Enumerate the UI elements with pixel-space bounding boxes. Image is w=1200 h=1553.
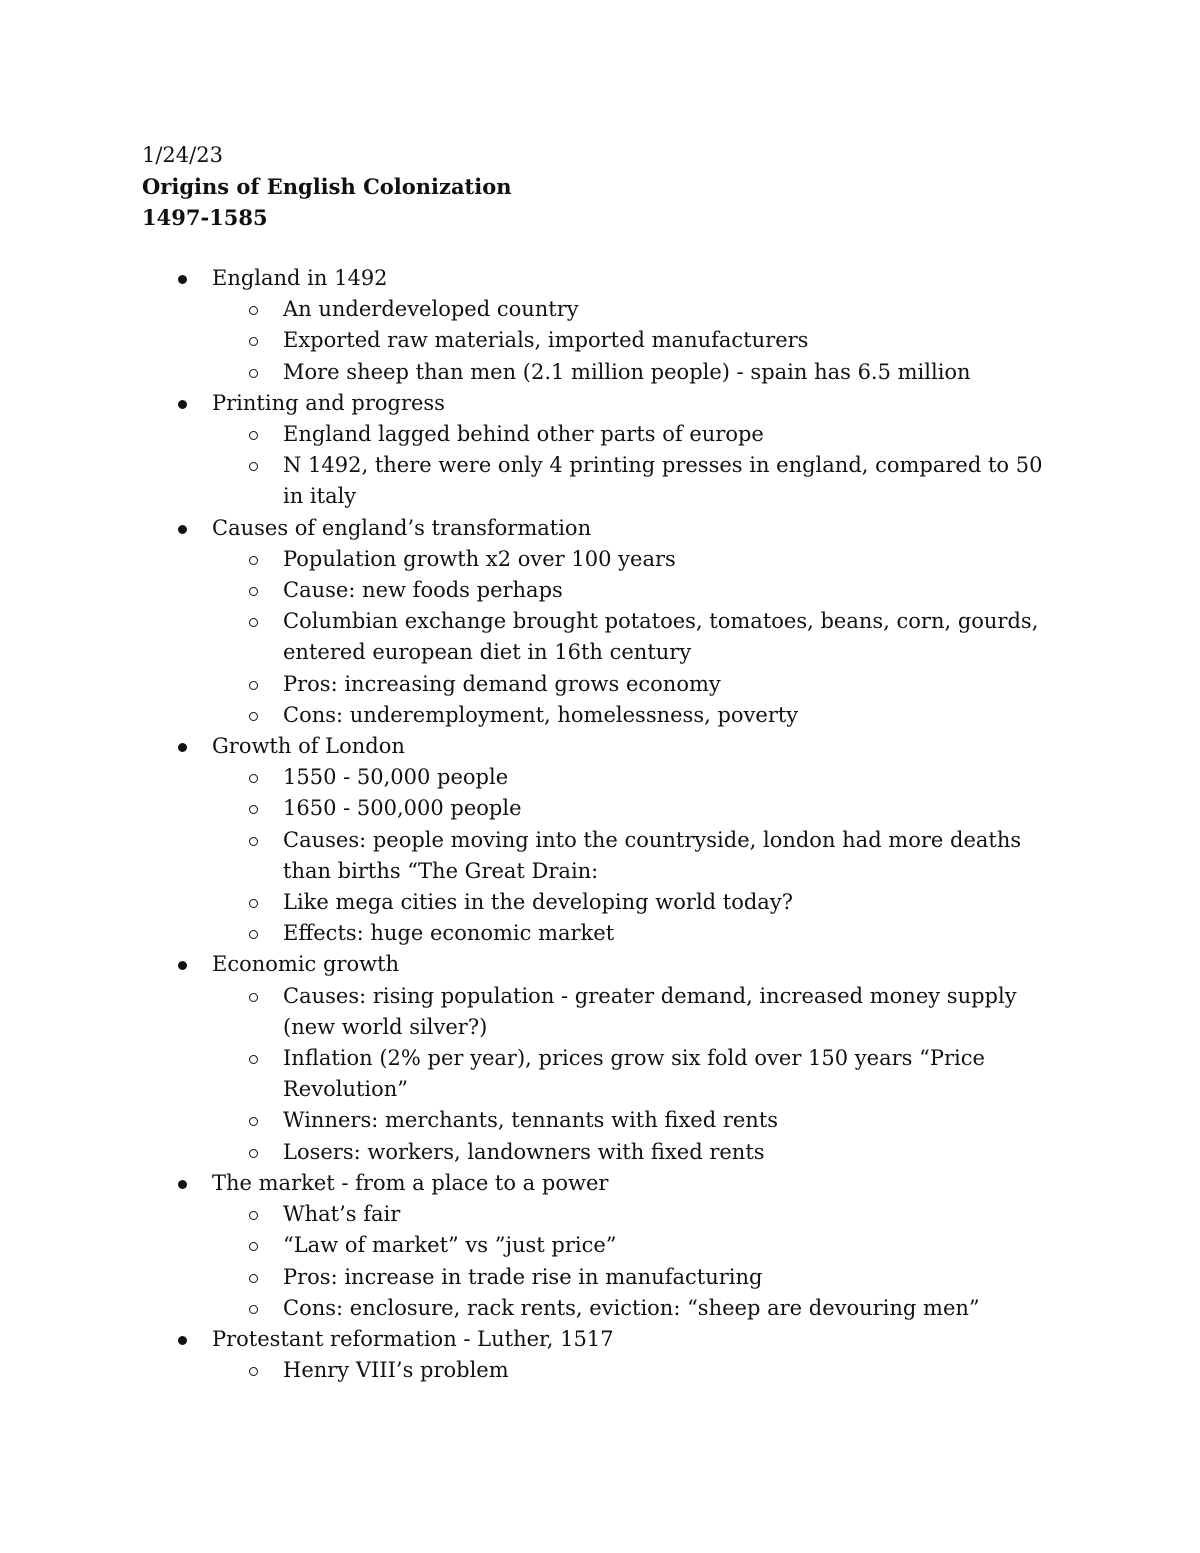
list-item	[0, 388, 1200, 419]
sub-list-item	[0, 762, 1063, 793]
sub-list-item-text: Like mega cities in the developing world today?	[283, 890, 793, 915]
sub-list-item-text: Cons: underemployment, homelessness, poverty	[283, 702, 799, 727]
sub-list-item	[0, 1293, 1063, 1324]
list-item	[0, 263, 1200, 294]
bullet-hollow-icon	[249, 712, 258, 721]
sub-list-item	[0, 325, 1063, 356]
sub-list-item	[0, 1262, 1063, 1293]
bullet-hollow-icon	[249, 618, 258, 627]
sub-list-item	[0, 918, 1063, 949]
sub-list-item-text: N 1492, there were only 4 printing presses in england, compared to 50 in italy	[283, 453, 1043, 509]
sub-list-item-text: Inflation (2% per year), prices grow six fold over 150 years “Price Revolution”	[283, 1046, 985, 1102]
bullet-filled-icon	[178, 961, 187, 970]
sub-list-item	[0, 1355, 1063, 1386]
list-item-heading: England in 1492	[212, 266, 388, 290]
bullet-filled-icon	[178, 1336, 187, 1345]
bullet-hollow-icon	[249, 899, 258, 908]
sub-list-item-text: Pros: increase in trade rise in manufacturing	[283, 1264, 763, 1289]
sub-list-item-text: Exported raw materials, imported manufacturers	[283, 328, 809, 353]
sub-list-item-text: An underdeveloped country	[283, 297, 579, 322]
bullet-filled-icon	[178, 400, 187, 409]
sub-list-item-text: Causes: rising population - greater demand, increased money supply (new world silver?)	[283, 983, 1017, 1039]
sub-list-item	[0, 1230, 1063, 1261]
list-item	[0, 513, 1200, 544]
sub-list-item-text: Columbian exchange brought potatoes, tomatoes, beans, corn, gourds, entered european diet in 16th century	[283, 609, 1039, 665]
bullet-hollow-icon	[249, 1149, 258, 1158]
list-item	[0, 1168, 1200, 1199]
sub-list-item-text: Population growth x2 over 100 years	[283, 546, 676, 571]
bullet-list	[0, 263, 1200, 1386]
bullet-hollow-icon	[249, 587, 258, 596]
bullet-filled-icon	[178, 743, 187, 752]
sub-list-item	[0, 981, 1063, 1043]
note-date: 1/24/23	[142, 143, 223, 167]
sub-list-item-text: Losers: workers, landowners with fixed rents	[283, 1139, 765, 1164]
sub-list-item	[0, 450, 1063, 512]
bullet-filled-icon	[178, 1180, 187, 1189]
sub-list-item-text: “Law of market” vs ”just price”	[283, 1233, 617, 1258]
bullet-hollow-icon	[249, 681, 258, 690]
bullet-hollow-icon	[249, 369, 258, 378]
bullet-hollow-icon	[249, 306, 258, 315]
sub-list-item-text: More sheep than men (2.1 million people) - spain has 6.5 million	[283, 359, 971, 384]
sub-list-item-text: Henry VIII’s problem	[283, 1358, 509, 1383]
sub-list-item	[0, 419, 1063, 450]
list-item-heading: Causes of england’s transformation	[212, 515, 592, 540]
list-item	[0, 1324, 1200, 1355]
list-item-heading: Printing and progress	[212, 390, 445, 415]
page-title: Origins of English Colonization	[142, 174, 512, 199]
sub-list-item	[0, 1199, 1063, 1230]
notes-header	[142, 140, 1042, 233]
sub-list-item-text: England lagged behind other parts of europe	[283, 422, 764, 447]
bullet-hollow-icon	[249, 1274, 258, 1283]
sub-list-item-text: Pros: increasing demand grows economy	[283, 671, 721, 696]
list-item-heading: Protestant reformation - Luther, 1517	[212, 1326, 614, 1351]
sub-list-item	[0, 1043, 1063, 1105]
sub-list-item-text: What’s fair	[283, 1202, 401, 1227]
list-item-heading: Growth of London	[212, 734, 405, 759]
bullet-hollow-icon	[249, 837, 258, 846]
sub-list-item	[0, 544, 1063, 575]
sub-list-item	[0, 294, 1063, 325]
bullet-filled-icon	[178, 275, 187, 284]
sub-list-item	[0, 1105, 1063, 1136]
list-item	[0, 949, 1200, 980]
sub-list-item	[0, 700, 1063, 731]
list-item-heading: The market - from a place to a power	[212, 1170, 609, 1195]
bullet-hollow-icon	[249, 431, 258, 440]
sub-list-item	[0, 669, 1063, 700]
bullet-hollow-icon	[249, 462, 258, 471]
bullet-hollow-icon	[249, 805, 258, 814]
bullet-hollow-icon	[249, 774, 258, 783]
sub-list-item	[0, 357, 1063, 388]
bullet-filled-icon	[178, 525, 187, 534]
sub-list-item	[0, 606, 1063, 668]
sub-list-item	[0, 793, 1063, 824]
bullet-hollow-icon	[249, 1055, 258, 1064]
sub-list-item-text: Effects: huge economic market	[283, 921, 615, 946]
bullet-hollow-icon	[249, 930, 258, 939]
sub-list-item-text: Cons: enclosure, rack rents, eviction: “sheep are devouring men”	[283, 1295, 980, 1320]
bullet-hollow-icon	[249, 1242, 258, 1251]
bullet-hollow-icon	[249, 1367, 258, 1376]
list-item-heading: Economic growth	[212, 952, 400, 977]
bullet-hollow-icon	[249, 993, 258, 1002]
bullet-hollow-icon	[249, 1117, 258, 1126]
sub-list-item	[0, 887, 1063, 918]
year-range: 1497-1585	[142, 205, 268, 230]
sub-list-item-text: Causes: people moving into the countryside, london had more deaths than births “The Great Drain:	[283, 827, 1022, 883]
sub-list-item-text: 1650 - 500,000 people	[283, 796, 522, 821]
sub-list-item	[0, 575, 1063, 606]
sub-list-item-text: 1550 - 50,000 people	[283, 765, 509, 790]
list-item	[0, 731, 1200, 762]
bullet-hollow-icon	[249, 337, 258, 346]
sub-list-item-text: Winners: merchants, tennants with fixed rents	[283, 1108, 779, 1133]
sub-list-item	[0, 825, 1063, 887]
sub-list-item	[0, 1137, 1063, 1168]
bullet-hollow-icon	[249, 1211, 258, 1220]
sub-list-item-text: Cause: new foods perhaps	[283, 578, 563, 603]
bullet-hollow-icon	[249, 1305, 258, 1314]
bullet-hollow-icon	[249, 556, 258, 565]
